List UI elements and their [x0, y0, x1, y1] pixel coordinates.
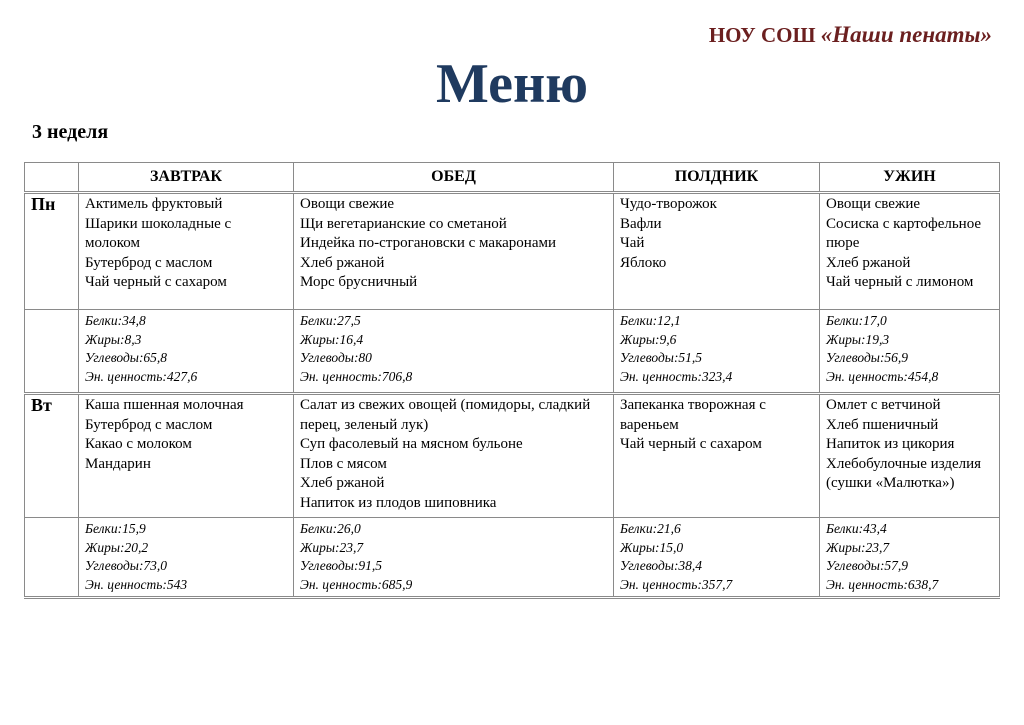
dish-item: Бутерброд с маслом — [85, 254, 213, 271]
meal-cell — [614, 394, 820, 518]
dishes-row — [25, 394, 1000, 518]
nutrition-cell — [79, 310, 294, 394]
nutrition-value: Эн. ценность:685,9 — [300, 576, 413, 592]
nutrition-value: Углеводы:38,4 — [620, 558, 703, 573]
nutrition-value: Жиры:16,4 — [300, 331, 364, 347]
dish-item: Суп фасолевый на мясном бульоне — [300, 436, 523, 452]
dish-item: Какао с молоком — [85, 436, 192, 452]
dish-item: Чудо-творожок — [620, 196, 717, 212]
day-label: Вт — [25, 394, 79, 518]
column-header: ЗАВТРАК — [79, 163, 294, 193]
nutrition-value: Жиры:20,2 — [85, 539, 149, 555]
nutrition-cell — [614, 310, 820, 394]
corner-cell — [25, 163, 79, 193]
day-label: Пн — [25, 193, 79, 310]
blank-cell — [25, 518, 79, 598]
meal-cell — [294, 193, 614, 310]
menu-body — [25, 193, 1000, 598]
dish-item: Морс брусничный — [300, 274, 418, 290]
meal-cell — [820, 193, 1000, 310]
nutrition-value: Жиры:15,0 — [620, 539, 684, 555]
school-name — [709, 22, 992, 48]
dish-item: Напиток из плодов шиповника — [300, 494, 497, 511]
nutrition-value: Углеводы:73,0 — [85, 558, 168, 573]
week-label: 3 неделя — [32, 121, 109, 143]
dish-item: Салат из свежих овощей (помидоры, сладкий перец, зеленый лук) — [300, 397, 591, 433]
school-title: «Наши пенаты» — [820, 22, 992, 47]
meal-cell — [294, 394, 614, 518]
nutrition-value: Эн. ценность:454,8 — [826, 368, 939, 384]
dishes-row — [25, 193, 1000, 310]
nutrition-value: Эн. ценность:427,6 — [85, 368, 198, 384]
nutrition-cell — [820, 310, 1000, 394]
dish-item: Яблоко — [620, 254, 667, 271]
nutrition-value: Жиры:23,7 — [826, 539, 890, 555]
dish-item: Хлебобулочные изделия (сушки «Малютка») — [826, 455, 982, 491]
nutrition-value: Белки:21,6 — [620, 521, 681, 536]
nutrition-value: Эн. ценность:323,4 — [620, 368, 733, 384]
nutrition-value: Белки:12,1 — [620, 313, 681, 328]
nutrition-value: Белки:34,8 — [85, 313, 146, 328]
nutrition-value: Углеводы:80 — [300, 350, 372, 365]
dish-item: Хлеб пшеничный — [826, 416, 939, 433]
dish-item: Индейка по-строгановски с макаронами — [300, 235, 556, 251]
dish-item: Сосиска с картофельное пюре — [826, 215, 982, 251]
dish-item: Овощи свежие — [300, 196, 394, 212]
dish-item: Каша пшенная молочная — [85, 397, 244, 413]
nutrition-value: Жиры:8,3 — [85, 331, 142, 347]
menu-table — [24, 162, 1000, 599]
dish-item: Чай черный с лимоном — [826, 274, 974, 290]
dish-item: Шарики шоколадные с молоком — [85, 215, 232, 251]
dish-item: Омлет с ветчиной — [826, 397, 941, 413]
dish-item: Щи вегетарианские со сметаной — [300, 215, 507, 232]
dish-item: Хлеб ржаной — [300, 254, 385, 271]
nutrition-value: Углеводы:56,9 — [826, 350, 909, 365]
meal-cell — [79, 394, 294, 518]
nutrition-cell — [294, 310, 614, 394]
nutrition-value: Жиры:23,7 — [300, 539, 364, 555]
dish-item: Чай черный с сахаром — [620, 436, 762, 452]
nutrition-value: Эн. ценность:543 — [85, 576, 188, 592]
nutrition-value: Жиры:9,6 — [620, 331, 677, 347]
school-prefix: НОУ СОШ — [708, 23, 821, 47]
dish-item: Напиток из цикория — [826, 436, 955, 452]
nutrition-value: Белки:43,4 — [826, 521, 887, 536]
column-header: УЖИН — [820, 163, 1000, 193]
dish-item: Хлеб ржаной — [826, 254, 911, 271]
column-header: ОБЕД — [294, 163, 614, 193]
column-header: ПОЛДНИК — [614, 163, 820, 193]
page-title: Меню — [435, 53, 589, 115]
nutrition-value: Углеводы:65,8 — [85, 350, 168, 365]
nutrition-row — [25, 518, 1000, 598]
dish-item: Мандарин — [85, 455, 151, 472]
nutrition-value: Углеводы:57,9 — [826, 558, 909, 573]
nutrition-value: Белки:15,9 — [85, 521, 146, 536]
nutrition-value: Эн. ценность:638,7 — [826, 576, 939, 592]
meal-cell — [79, 193, 294, 310]
nutrition-cell — [294, 518, 614, 598]
nutrition-value: Эн. ценность:706,8 — [300, 368, 413, 384]
dish-item: Овощи свежие — [826, 196, 920, 212]
nutrition-value: Белки:27,5 — [300, 313, 361, 328]
dish-item: Актимель фруктовый — [85, 196, 223, 212]
dish-item: Чай — [620, 235, 645, 251]
nutrition-value: Углеводы:51,5 — [620, 350, 703, 365]
blank-cell — [25, 310, 79, 394]
meal-cell — [820, 394, 1000, 518]
nutrition-value: Жиры:19,3 — [826, 331, 890, 347]
nutrition-value: Углеводы:91,5 — [300, 558, 383, 573]
dish-item: Плов с мясом — [300, 455, 387, 472]
dish-item: Бутерброд с маслом — [85, 416, 213, 433]
nutrition-cell — [820, 518, 1000, 598]
nutrition-cell — [614, 518, 820, 598]
meal-cell — [614, 193, 820, 310]
header-row — [25, 163, 1000, 193]
dish-item: Чай черный с сахаром — [85, 274, 227, 290]
dish-item: Запеканка творожная с вареньем — [620, 397, 766, 433]
dish-item: Вафли — [620, 215, 662, 232]
nutrition-value: Эн. ценность:357,7 — [620, 576, 733, 592]
nutrition-value: Белки:17,0 — [826, 313, 887, 328]
nutrition-cell — [79, 518, 294, 598]
nutrition-row — [25, 310, 1000, 394]
dish-item: Хлеб ржаной — [300, 475, 385, 491]
nutrition-value: Белки:26,0 — [300, 521, 361, 536]
